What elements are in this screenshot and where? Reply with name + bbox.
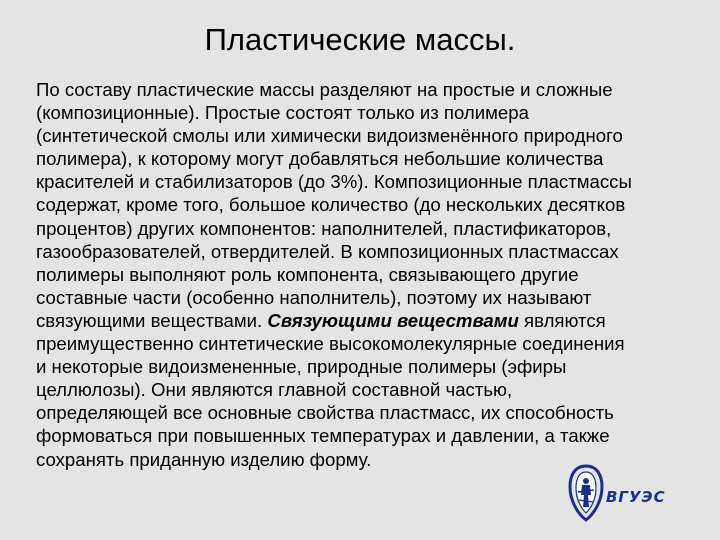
body-line: полимеры выполняют роль компонента, связывающего другие: [36, 263, 579, 285]
body-line: составные части (особенно наполнитель), поэтому их называют: [36, 286, 592, 308]
emphasized-term: Связующими веществами: [267, 309, 519, 331]
body-line: (синтетической смолы или химически видоизменённого природного: [36, 125, 623, 147]
body-line: полимера), к которому могут добавляться небольшие количества: [36, 148, 604, 170]
slide-body: [36, 78, 716, 471]
body-line: формоваться при повышенных температурах и давлении, а также: [36, 425, 610, 447]
body-line: преимущественно синтетические высокомолекулярные соединения: [36, 333, 625, 355]
body-line: целлюлозы). Они являются главной составной частью,: [36, 379, 513, 401]
body-line-with-emphasis: [36, 309, 716, 332]
body-line: содержат, кроме того, большое количество (до нескольких десятков: [36, 194, 626, 216]
body-line: красителей и стабилизаторов (до 3%). Композиционные пластмассы: [36, 171, 632, 193]
university-logo: [566, 464, 666, 522]
body-text-segment: связующими веществами.: [36, 309, 268, 331]
body-line: газообразователей, отвердителей. В композиционных пластмассах: [36, 240, 619, 262]
body-line: процентов) других компонентов: наполнителей, пластификаторов,: [36, 217, 612, 239]
body-line: определяющей все основные свойства пластмасс, их способность: [36, 402, 614, 424]
body-line: (композиционные). Простые состоят только из полимера: [36, 102, 529, 124]
logo-text: ВГУЭС: [606, 488, 666, 506]
university-emblem-icon: [566, 464, 606, 522]
body-line: По составу пластические массы разделяют на простые и сложные: [36, 79, 613, 100]
slide-title: Пластические массы.: [204, 22, 516, 57]
body-line: и некоторые видоизмененные, природные полимеры (эфиры: [36, 356, 567, 378]
body-line: сохранять приданную изделию форму.: [36, 448, 372, 470]
body-text-segment: являются: [518, 309, 606, 331]
